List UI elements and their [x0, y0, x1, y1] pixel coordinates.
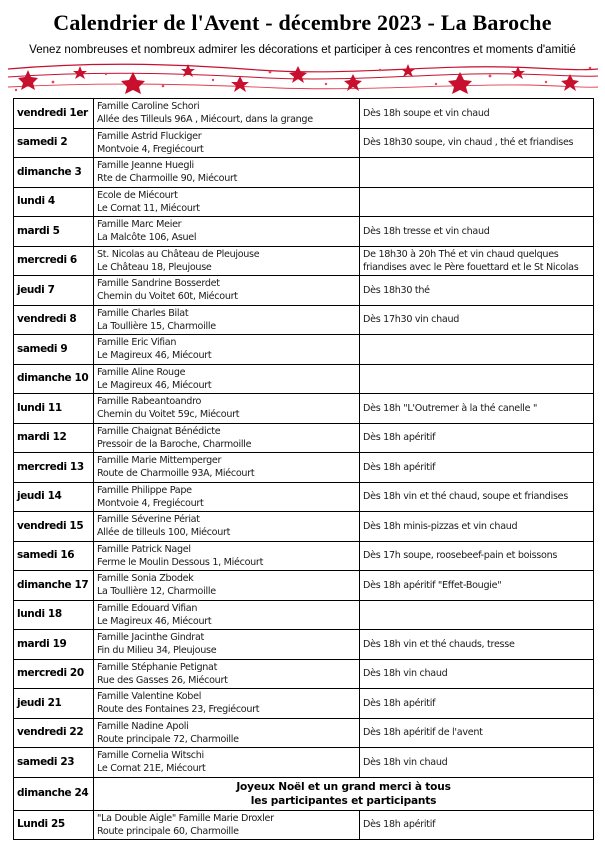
table-row	[14, 810, 594, 840]
event-cell	[360, 453, 594, 483]
host-address: Montvoie 4, Fregiécourt	[97, 497, 204, 509]
host-name: Famille Rabeantoandro	[97, 396, 202, 408]
table-row	[14, 718, 594, 748]
event-text: Dès 18h apéritif	[363, 432, 436, 444]
host-cell	[94, 187, 360, 217]
table-row	[14, 453, 594, 483]
day-cell: vendredi 8	[14, 305, 94, 335]
host-cell	[94, 718, 360, 748]
host-cell	[94, 630, 360, 660]
table-row	[14, 777, 594, 810]
host-cell	[94, 482, 360, 512]
host-address: La Malcôte 106, Asuel	[97, 232, 197, 244]
host-cell	[94, 364, 360, 394]
host-cell	[94, 335, 360, 365]
event-cell	[360, 689, 594, 719]
page-title: Calendrier de l'Avent - décembre 2023 - La Baroche	[53, 10, 552, 35]
event-cell	[360, 305, 594, 335]
event-cell	[360, 571, 594, 601]
event-cell	[360, 748, 594, 778]
event-text: Dès 18h apéritif	[363, 697, 436, 709]
host-address: Le Cornat 11, Miécourt	[97, 202, 200, 214]
host-name: Famille Jacinthe Gindrat	[97, 632, 204, 644]
day-cell: dimanche 3	[14, 158, 94, 188]
host-name: Famille Charles Bilat	[97, 307, 189, 319]
host-address: Allée de tilleuls 100, Miécourt	[97, 527, 231, 539]
host-name: Famille Aline Rouge	[97, 366, 186, 378]
host-name: Famille Astrid Fluckiger	[97, 130, 202, 142]
host-address: Chemin du Voitet 60t, Miécourt	[97, 291, 238, 303]
host-address: Chemin du Voitet 59c, Miécourt	[97, 409, 240, 421]
host-cell	[94, 541, 360, 571]
event-cell	[360, 217, 594, 247]
host-cell	[94, 276, 360, 306]
host-name: Famille Cornelia Witschi	[97, 750, 204, 762]
day-cell: mardi 19	[14, 630, 94, 660]
host-address: Le Magireux 46, Miécourt	[97, 350, 212, 362]
advent-calendar-table	[13, 98, 594, 840]
event-cell	[360, 482, 594, 512]
host-address: Route principale 60, Charmoille	[97, 825, 239, 837]
event-text: Dès 18h vin chaud	[363, 756, 448, 768]
event-cell	[360, 276, 594, 306]
host-cell	[94, 600, 360, 630]
event-cell	[360, 158, 594, 188]
event-text: Dès 18h tresse et vin chaud	[363, 225, 490, 237]
event-text: Dès 17h soupe, roosebeef-pain et boissons	[363, 550, 558, 562]
host-cell	[94, 246, 360, 276]
day-cell: jeudi 14	[14, 482, 94, 512]
day-cell: dimanche 17	[14, 571, 94, 601]
host-address: Ferme le Moulin Dessous 1, Miécourt	[97, 556, 264, 568]
page-subtitle: Venez nombreuses et nombreux admirer les décorations et participer à ces rencontres et moments d'amitié	[29, 42, 576, 56]
host-cell	[94, 512, 360, 542]
event-text: Dès 17h30 vin chaud	[363, 314, 460, 326]
day-cell: lundi 4	[14, 187, 94, 217]
table-row	[14, 246, 594, 276]
host-name: Famille Chaignat Bénédicte	[97, 425, 221, 437]
table-row	[14, 394, 594, 424]
host-name: Famille Philippe Pape	[97, 484, 192, 496]
host-name: Famille Eric Vifian	[97, 337, 177, 349]
day-cell: dimanche 10	[14, 364, 94, 394]
host-address: Montvoie 4, Fregiécourt	[97, 143, 204, 155]
event-cell	[360, 99, 594, 129]
day-cell: vendredi 22	[14, 718, 94, 748]
event-cell	[360, 187, 594, 217]
host-address: La Toullière 12, Charmoille	[97, 586, 216, 598]
day-cell: mercredi 20	[14, 659, 94, 689]
host-address: Le Cornat 21E, Miécourt	[97, 763, 206, 775]
table-row	[14, 276, 594, 306]
table-row	[14, 482, 594, 512]
christmas-message-cell	[94, 777, 594, 810]
day-cell: vendredi 1er	[14, 99, 94, 129]
host-cell	[94, 158, 360, 188]
day-cell: samedi 16	[14, 541, 94, 571]
host-name: Famille Jeanne Huegli	[97, 160, 194, 172]
event-cell	[360, 541, 594, 571]
host-address: Le Magireux 46, Miécourt	[97, 615, 212, 627]
event-text: Dès 18h soupe et vin chaud	[363, 107, 490, 119]
day-cell: jeudi 7	[14, 276, 94, 306]
host-address: Le Château 18, Pleujouse	[97, 261, 212, 273]
day-cell: mardi 5	[14, 217, 94, 247]
event-cell	[360, 246, 594, 276]
table-row	[14, 541, 594, 571]
host-name: Famille Valentine Kobel	[97, 691, 202, 703]
day-cell: lundi 18	[14, 600, 94, 630]
table-row	[14, 158, 594, 188]
day-cell: samedi 23	[14, 748, 94, 778]
host-name: Famille Caroline Schori	[97, 101, 200, 113]
event-text: Dès 18h minis-pizzas et vin chaud	[363, 520, 518, 532]
day-cell: dimanche 24	[14, 777, 94, 810]
day-cell: jeudi 21	[14, 689, 94, 719]
event-text: Dès 18h30 soupe, vin chaud , thé et friandises	[363, 137, 574, 149]
host-cell	[94, 423, 360, 453]
table-row	[14, 423, 594, 453]
event-text: Dès 18h "L'Outremer à la thé canelle "	[363, 402, 538, 414]
event-text: Dès 18h apéritif "Effet-Bougie"	[363, 579, 502, 591]
table-row	[14, 99, 594, 129]
event-text: Dès 18h30 thé	[363, 284, 430, 296]
event-cell	[360, 659, 594, 689]
table-row	[14, 689, 594, 719]
table-row	[14, 600, 594, 630]
host-cell	[94, 99, 360, 129]
event-text: Dès 18h vin chaud	[363, 668, 448, 680]
table-row	[14, 335, 594, 365]
host-address: Fin du Milieu 34, Pleujouse	[97, 645, 217, 657]
host-address: Route des Fontaines 23, Fregiécourt	[97, 704, 260, 716]
event-cell	[360, 335, 594, 365]
event-cell	[360, 630, 594, 660]
host-cell	[94, 689, 360, 719]
host-name: "La Double Aigle" Famille Marie Droxler	[97, 812, 274, 824]
host-name: Famille Sonia Zbodek	[97, 573, 194, 585]
host-address: Rue des Gasses 26, Miécourt	[97, 674, 228, 686]
event-text: friandises avec le Père fouettard et le St Nicolas	[363, 261, 579, 273]
host-name: Famille Marie Mittemperger	[97, 455, 222, 467]
event-text: De 18h30 à 20h Thé et vin chaud quelques	[363, 248, 559, 260]
host-cell	[94, 659, 360, 689]
event-text: Dès 18h apéritif	[363, 819, 436, 831]
host-address: La Toullière 15, Charmoille	[97, 320, 216, 332]
event-text: Dès 18h vin et thé chauds, tresse	[363, 638, 515, 650]
host-name: Famille Nadine Apoli	[97, 720, 189, 732]
host-address: Le Magireux 46, Miécourt	[97, 379, 212, 391]
host-cell	[94, 394, 360, 424]
table-row	[14, 748, 594, 778]
host-address: Rte de Charmoille 90, Miécourt	[97, 173, 238, 185]
host-name: St. Nicolas au Château de Pleujouse	[97, 248, 260, 260]
host-cell	[94, 305, 360, 335]
host-name: Ecole de Miécourt	[97, 189, 178, 201]
day-cell: mercredi 13	[14, 453, 94, 483]
table-row	[14, 217, 594, 247]
table-row	[14, 364, 594, 394]
event-cell	[360, 600, 594, 630]
host-cell	[94, 571, 360, 601]
event-cell	[360, 423, 594, 453]
event-cell	[360, 394, 594, 424]
event-cell	[360, 810, 594, 840]
host-name: Famille Séverine Périat	[97, 514, 200, 526]
day-cell: lundi 11	[14, 394, 94, 424]
event-text: Dès 18h vin et thé chaud, soupe et friandises	[363, 491, 568, 503]
event-cell	[360, 718, 594, 748]
event-cell	[360, 364, 594, 394]
stars-banner	[8, 60, 598, 96]
host-address: Route principale 72, Charmoille	[97, 733, 239, 745]
host-name: Famille Edouard Vifian	[97, 602, 198, 614]
table-row	[14, 630, 594, 660]
day-cell: samedi 2	[14, 128, 94, 158]
day-cell: mardi 12	[14, 423, 94, 453]
host-cell	[94, 217, 360, 247]
table-row	[14, 571, 594, 601]
event-text: Dès 18h apéritif	[363, 461, 436, 473]
message-line: Joyeux Noël et un grand merci à tous	[236, 780, 451, 793]
host-cell	[94, 453, 360, 483]
table-row	[14, 128, 594, 158]
day-cell: mercredi 6	[14, 246, 94, 276]
host-name: Famille Marc Meier	[97, 219, 182, 231]
host-name: Famille Stéphanie Petignat	[97, 661, 218, 673]
host-address: Pressoir de la Baroche, Charmoille	[97, 438, 252, 450]
day-cell: vendredi 15	[14, 512, 94, 542]
table-row	[14, 659, 594, 689]
host-name: Famille Sandrine Bosserdet	[97, 278, 220, 290]
event-cell	[360, 512, 594, 542]
host-cell	[94, 810, 360, 840]
host-name: Famille Patrick Nagel	[97, 543, 191, 555]
event-cell	[360, 128, 594, 158]
table-row	[14, 187, 594, 217]
host-address: Allée des Tilleuls 96A , Miécourt, dans la grange	[97, 114, 313, 126]
day-cell: Lundi 25	[14, 810, 94, 840]
day-cell: samedi 9	[14, 335, 94, 365]
host-cell	[94, 748, 360, 778]
table-row	[14, 305, 594, 335]
event-text: Dès 18h apéritif de l'avent	[363, 727, 483, 739]
host-cell	[94, 128, 360, 158]
message-line: les participantes et participants	[250, 794, 437, 807]
host-address: Route de Charmoille 93A, Miécourt	[97, 468, 255, 480]
table-row	[14, 512, 594, 542]
